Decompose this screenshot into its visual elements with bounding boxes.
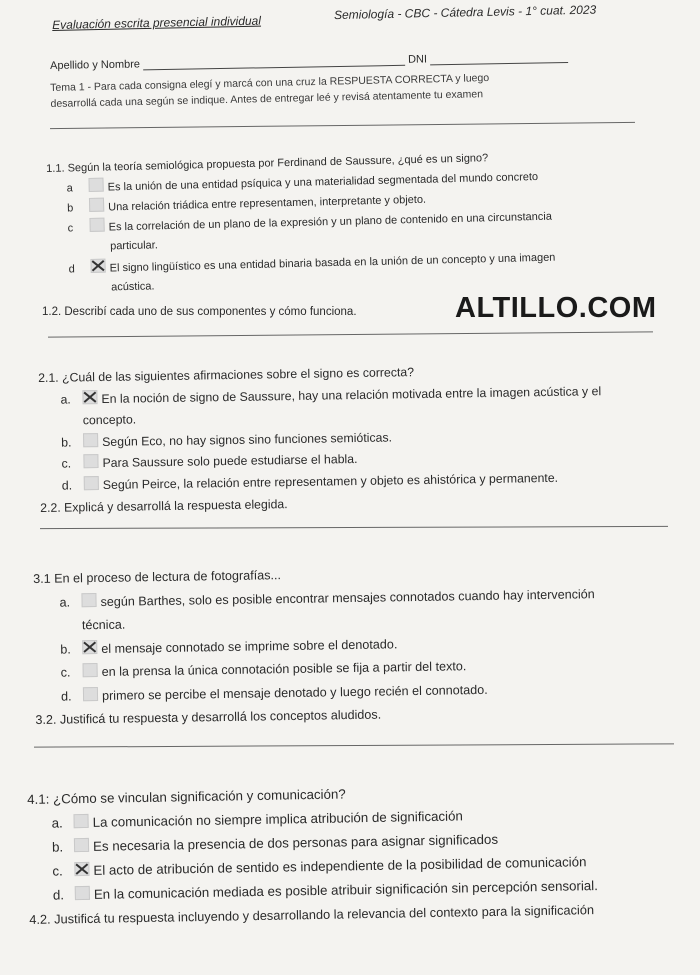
option-text: técnica. [81,617,126,633]
header-left: Evaluación escrita presencial individual [52,13,262,32]
checkbox[interactable] [74,838,89,852]
checkbox-marked[interactable] [90,259,105,273]
option-letter: d. [52,887,65,903]
followup-text: 1.2. Describí cada uno de sus componentes y cómo funciona. [42,306,357,318]
checkbox[interactable] [84,476,99,490]
option-text: particular. [109,239,158,253]
option-text: El signo lingüístico es una entidad binaria basada en la unión de un concepto y una imagen [109,251,556,275]
checkbox[interactable] [83,663,98,677]
followup-text: 2.2. Explicá y desarrollá la respuesta elegida. [40,497,288,515]
question-4 [27,776,689,931]
option-text: El acto de atribución de sentido es independiente de la posibilidad de comunicación [93,854,587,878]
instructions-line-2: desarrollá cada una según se indique. Antes de entregar leé y revisá atentamente tu examen [50,88,484,110]
option-text: Es la correlación de un plano de la expresión y un plano de contenido en una circunstancia [108,210,553,234]
question-1-followup [42,306,357,318]
option-text: Para Saussure solo puede estudiarse el habla. [102,451,358,470]
checkbox[interactable] [83,454,98,468]
answer-line[interactable] [40,526,668,529]
option-text: La comunicación no siempre implica atribución de significación [92,808,463,830]
checkbox[interactable] [88,178,103,192]
option-text: Según Eco, no hay signos sino funciones semióticas. [102,429,393,449]
option-letter: c [67,222,74,235]
question-1-title: 1.1. Según la teoría semiológica propuesta por Ferdinand de Saussure, ¿qué es un signo? [46,152,489,175]
option-letter: c. [60,665,71,680]
checkbox[interactable] [73,814,88,828]
question-2-title: 2.1. ¿Cuál de las siguientes afirmaciones sobre el signo es correcta? [38,365,415,385]
followup-text: 4.2. Justificá tu respuesta incluyendo y desarrollando la relevancia del contexto para la significación [29,902,595,927]
checkbox-marked[interactable] [74,862,89,876]
option-text: Es necesaria la presencia de dos personas para asignar significados [92,831,499,854]
option-letter: b. [51,839,64,855]
option-letter: b [67,202,74,215]
option-text: Según Peirce, la relación entre representamen y objeto es ahistórica y permanente. [102,470,559,492]
option-text: el mensaje connotado se imprime sobre el denotado. [101,636,398,656]
option-text: Es la unión de una entidad psíquica y una materialidad segmentada del mundo concreto [107,170,539,194]
option-text: en la prensa la única connotación posible se fija a partir del texto. [101,659,467,679]
option-text: primero se percibe el mensaje denotado y luego recién el connotado. [101,682,488,703]
header-right: Semiología - CBC - Cátedra Levis - 1° cuat. 2023 [333,2,597,23]
checkbox[interactable] [83,686,98,700]
checkbox-marked[interactable] [82,390,97,404]
option-text: concepto. [82,412,137,428]
option-letter: b. [61,434,72,450]
followup-text: 3.2. Justificá tu respuesta y desarrollá los conceptos aludidos. [35,707,382,727]
checkbox[interactable] [89,198,104,212]
question-3 [33,558,676,733]
name-label: Apellido y Nombre [50,58,141,72]
checkbox[interactable] [89,218,104,232]
question-3-title: 3.1 En el proceso de lectura de fotografías... [33,568,282,586]
option-letter: a. [59,594,71,610]
answer-line[interactable] [48,331,653,337]
dni-field[interactable] [430,52,568,65]
option-letter: b. [60,641,71,657]
option-letter: a. [51,815,63,831]
divider [50,122,635,129]
dni-label: DNI [407,53,428,66]
option-letter: a [66,182,73,195]
answer-line[interactable] [34,743,674,747]
checkbox-marked[interactable] [82,640,97,654]
checkbox[interactable] [83,433,98,447]
option-text: En la comunicación mediada es posible atribuir significación sin percepción sensorial. [93,878,598,902]
option-text: según Barthes, solo es posible encontrar mensajes connotados cuando hay intervención [100,586,595,609]
option-text: Una relación triádica entre representamen, interpretante y objeto. [108,193,427,214]
option-letter: c. [61,456,72,471]
name-field[interactable] [143,55,405,71]
altillo-watermark: ALTILLO.COM [455,292,657,324]
option-letter: a. [60,391,71,407]
option-letter: d. [61,477,73,493]
exam-header [52,4,632,34]
checkbox[interactable] [81,593,96,607]
option-letter: c. [52,863,63,879]
instructions [50,67,636,112]
option-text: En la noción de signo de Saussure, hay una relación motivada entre la imagen acústica y el [101,383,602,406]
instructions-line-1: Tema 1 - Para cada consigna elegí y marcá con una cruz la RESPUESTA CORRECTA y luego [50,72,490,94]
checkbox[interactable] [75,886,90,900]
option-text: acústica. [110,280,155,294]
question-2 [38,358,660,519]
option-letter: d [68,263,75,276]
question-1 [46,145,649,299]
question-4-title: 4.1: ¿Cómo se vinculan significación y comunicación? [27,786,346,807]
option-letter: d. [60,688,72,704]
